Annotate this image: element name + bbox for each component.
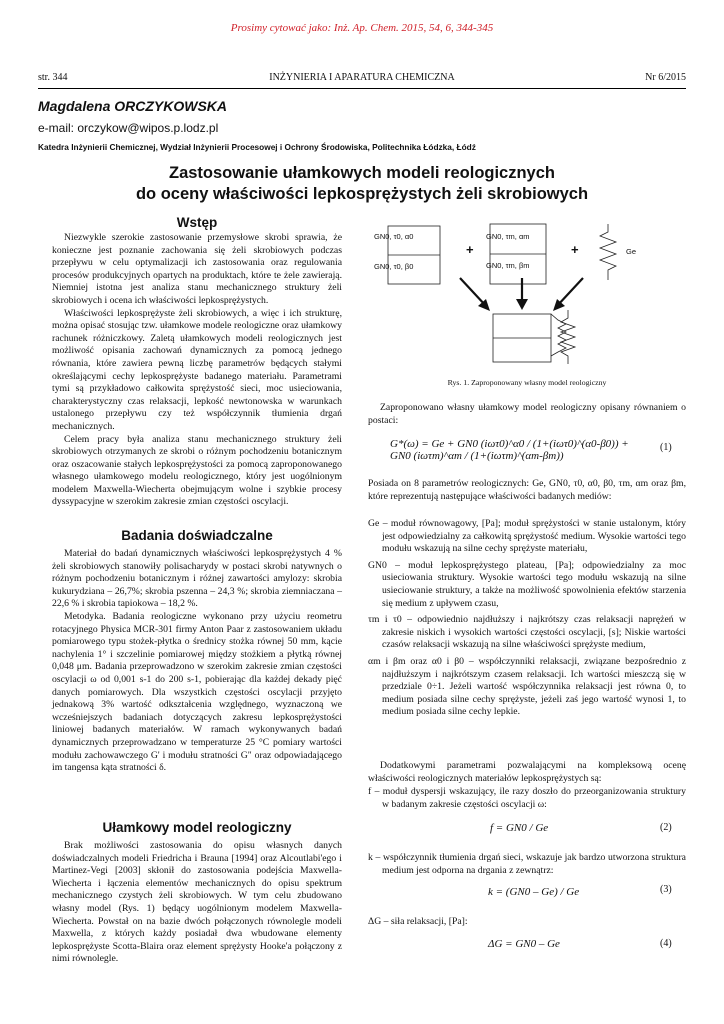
plus-sign-2: +	[571, 242, 579, 257]
section-intro-heading: Wstęp	[176, 215, 218, 230]
issue-number: Nr 6/2015	[645, 72, 686, 83]
parameters-text	[368, 478, 686, 503]
research-paragraph: Materiał do badań dynamicznych właściwości lepkosprężystych 4 % żeli skrobiowych stanowiły polisacharydy w postaci skrobi natywnych o różnym pochodzeniu botanicznym i różnej zawartości amylozy: skrobia kukurydziana – 26,7%; skrobia pszenna – 24,3 %; skrobia ziemniaczana – 22,6 % i skrobia tapiokowa – 18,2 %.	[52, 548, 342, 610]
author-email[interactable]: e-mail: orczykow@wipos.p.lodz.pl	[38, 121, 219, 135]
citation-note: Prosimy cytować jako: Inż. Ap. Chem. 2015, 54, 6, 344-345	[230, 22, 494, 34]
equation-2-number: (2)	[660, 822, 672, 833]
equation-4: ΔG = GN0 – Ge	[488, 938, 560, 950]
definitions-list	[368, 518, 686, 719]
section-research-heading: Badania doświadczalne	[121, 528, 273, 543]
section-model-heading: Ułamkowy model reologiczny	[102, 820, 292, 835]
intro-paragraph: Celem pracy była analiza stanu mechanicznego struktury żeli skrobiowych otrzymanych ze skrobi o różnym pochodzeniu botanicznym oraz oszacowanie stałych lepkosprężystości za pomocą zaproponowanego własnego ułamkowego modelu reologicznego, który jest uogólnionym modelem Maxwella-Wiecherta obejmującym wolne i szybkie procesy dyssypacyjne w szerokim zakresie zmian częstości oscylacji.	[52, 433, 342, 508]
definition-item: Ge – moduł równowagowy, [Pa]; moduł sprężystości w stanie ustalonym, który jest odpowiedzialny za całkowitą sprężystość medium. Wysokie wartości tego modułu wskazują na silne cechy sprężyste materiału,	[368, 518, 686, 555]
def-relaxation	[368, 916, 686, 929]
research-body	[52, 548, 342, 775]
equation-3: k = (GN0 – Ge) / Ge	[488, 886, 580, 898]
definition-k: k – współczynnik tłumienia drgań sieci, wskazuje jak bardzo utworzona struktura medium jest odporna na drgania z zewnątrz:	[368, 852, 686, 876]
equation-2: f = GN0 / Ge	[490, 822, 549, 834]
paper-title	[38, 163, 686, 205]
plus-sign-1: +	[466, 242, 474, 257]
additional-paragraph: Dodatkowymi parametrami pozwalającymi na kompleksową ocenę właściwości reologicznych materiałów lepkosprężystych są:	[368, 760, 686, 784]
intro-body	[52, 232, 342, 509]
affiliation: Katedra Inżynierii Chemicznej, Wydział Inżynierii Procesowej i Ochrony Środowiska, Politechnika Łódzka, Łódź	[38, 142, 476, 152]
box1-top-label: GN0, τ0, α0	[374, 232, 414, 241]
equation-3-number: (3)	[660, 884, 672, 895]
definition-f: f – moduł dyspersji wskazujący, ile razy doszło do przeorganizowania struktury w badanym zakresie częstości oscylacji ω:	[368, 786, 686, 810]
equation-1-number: (1)	[660, 442, 672, 453]
model-paragraph: Brak możliwości zastosowania do opisu własnych danych doświadczalnych modeli Friedricha i Brauna [1994] oraz Alcoutlabi'ego i Martinez-Vegi [2003] skłonił do zastosowania podejścia Maxwella-Wiecherta i łączenia elementów mechanicznych do opisu spektrum mechanicznego czystych żeli skrobiowych. W tym celu zbudowano własny model (Rys. 1) będący uogólnionym modelem Maxwella-Wiecherta. Powstał on na bazie dwóch połączonych równolegle modeli Maxwella, z których każdy posiadał dwa wbudowane elementy lepkosprężyste Scotta-Blaira oraz element sprężysty Hooke'a połączony z nimi równolegle.	[52, 840, 342, 965]
model-intro	[368, 402, 686, 427]
def-damping	[368, 852, 686, 877]
parameters-paragraph: Posiada on 8 parametrów reologicznych: Ge, GN0, τ0, α0, β0, τm, αm oraz βm, które reprezentują następujące właściwości badanych mediów:	[368, 478, 686, 502]
box2-top-label: GN0, τm, αm	[486, 232, 530, 241]
intro-paragraph: Niezwykle szerokie zastosowanie przemysłowe skrobi sprawia, że konieczne jest poznanie zachowania się żeli skrobiowych podczas przepływu w celu optymalizacji ich zastosowania oraz regulowania procesów produkcyjnych opartych na produktach, które te żele zawierają. Niemniej istotna jest analiza stanu mechanicznego struktury żeli skrobiowych i ocena ich właściwości lepkosprężystych.	[52, 232, 342, 306]
box1-bottom-label: GN0, τ0, β0	[374, 262, 414, 271]
spring-label: Ge	[626, 247, 637, 256]
figure-caption: Rys. 1. Zaproponowany własny model reologiczny	[447, 378, 607, 387]
research-paragraph: Metodyka. Badania reologiczne wykonano przy użyciu reometru rotacyjnego Physica MCR-301 firmy Anton Paar z zastosowaniem układu pomiarowego typu stożek-płytka o średnicy stożka równej 50 mm, kącie nachylenia 1° i szczelinie pomiarowej między stożkiem a płytką równej 0,048 μm. Badania przeprowadzono w szerokim zakresie zmian częstości oscylacji ω od 0,001 s-1 do 200 s-1, pobierając dla każdej dekady pięć danych pomiarowych. Dla wszystkich częstości oscylacji przyjęto jednakową 3% wartość odkształcenia względnego, wyznaczoną we wcześniejszych badaniach dotyczących zakresu lepkosprężystości liniowej badanych materiałów. W ramach wykonywanych badań dynamicznych przeprowadzano w temperaturze 25 °C pomiary wartości modułu zachowawczego G' i modułu stratności G" oraz odpowiadającego im tangensa kąta stratności δ.	[52, 610, 342, 774]
model-body	[52, 840, 342, 966]
definition-item: GN0 – moduł lepkosprężystego plateau, [Pa]; odpowiedzialny za moc usieciowania struktury. Wysokie wartości tego modułu wskazują na silne usieciowanie struktury, a także na możliwość spowolnienia efektów starzenia się medium z upływem czasu,	[368, 559, 686, 609]
additional-params	[368, 760, 686, 785]
header-rule	[38, 88, 686, 89]
def-dispersion	[368, 786, 686, 811]
page-number: str. 344	[38, 72, 68, 83]
title-line-2: do oceny właściwości lepkosprężystych żeli skrobiowych	[135, 185, 589, 203]
equation-4-number: (4)	[660, 938, 672, 949]
intro-paragraph: Właściwości lepkosprężyste żeli skrobiowych, a więc i ich strukturę, można opisać stosując tzw. ułamkowe modele reologiczne oraz ułamkowy rachunek różniczkowy. Zaletą ułamkowych modeli reologicznych jest możliwość opisania zachowań dynamicznych za pomocą jednego równania, które zawiera pewną liczbę parametrów będących stałymi określającymi cechy lepkosprężyste badanego materiału. Parametrami tymi są przykładowo całkowita sprężystość sieci, moc usieciowania, charakterystyczny czas relaksacji, lepkość newtonowska w warunkach ustalonego przepływu czy też współczynnik tłumienia drgań mechanicznych.	[52, 307, 342, 432]
definition-dg: ΔG – siła relaksacji, [Pa]:	[368, 916, 468, 927]
journal-name: INŻYNIERIA I APARATURA CHEMICZNA	[269, 72, 455, 83]
definition-item: αm i βm oraz α0 i β0 – współczynniki relaksacji, związane bezpośrednio z najdłuższym i najkrótszym czasem relaksacji. Ich wartości mieszczą się w przedziale 0÷1. Jeżeli wartość współczynnika relaksacji jest równa 0, to medium posiada silne cechy sprężyste, jeżeli zaś jego wartość wynosi 1, to medium posiada silne cechy lepkie.	[368, 655, 686, 718]
figure-rheological-model	[368, 214, 686, 384]
box2-bottom-label: GN0, τm, βm	[486, 261, 530, 270]
author-name: Magdalena ORCZYKOWSKA	[38, 98, 228, 114]
title-line-1: Zastosowanie ułamkowych modeli reologicznych	[168, 164, 555, 182]
model-intro-paragraph: Zaproponowano własny ułamkowy model reologiczny opisany równaniem o postaci:	[368, 402, 686, 426]
equation-1: G*(ω) = Ge + GN0 (iωτ0)^α0 / (1+(iωτ0)^(α0-β0)) + GN0 (iωτm)^αm / (1+(iωτm)^(αm-βm))	[390, 438, 629, 462]
spring-element	[600, 224, 616, 280]
definition-item: τm i τ0 – odpowiednio najdłuższy i najkrótszy czas relaksacji naprężeń w zakresie niskich i wysokich wartości częstości oscylacji, [s]; Niskie wartości czasów relaksacji wskazują na silne właściwości sprężyste medium,	[368, 614, 686, 651]
